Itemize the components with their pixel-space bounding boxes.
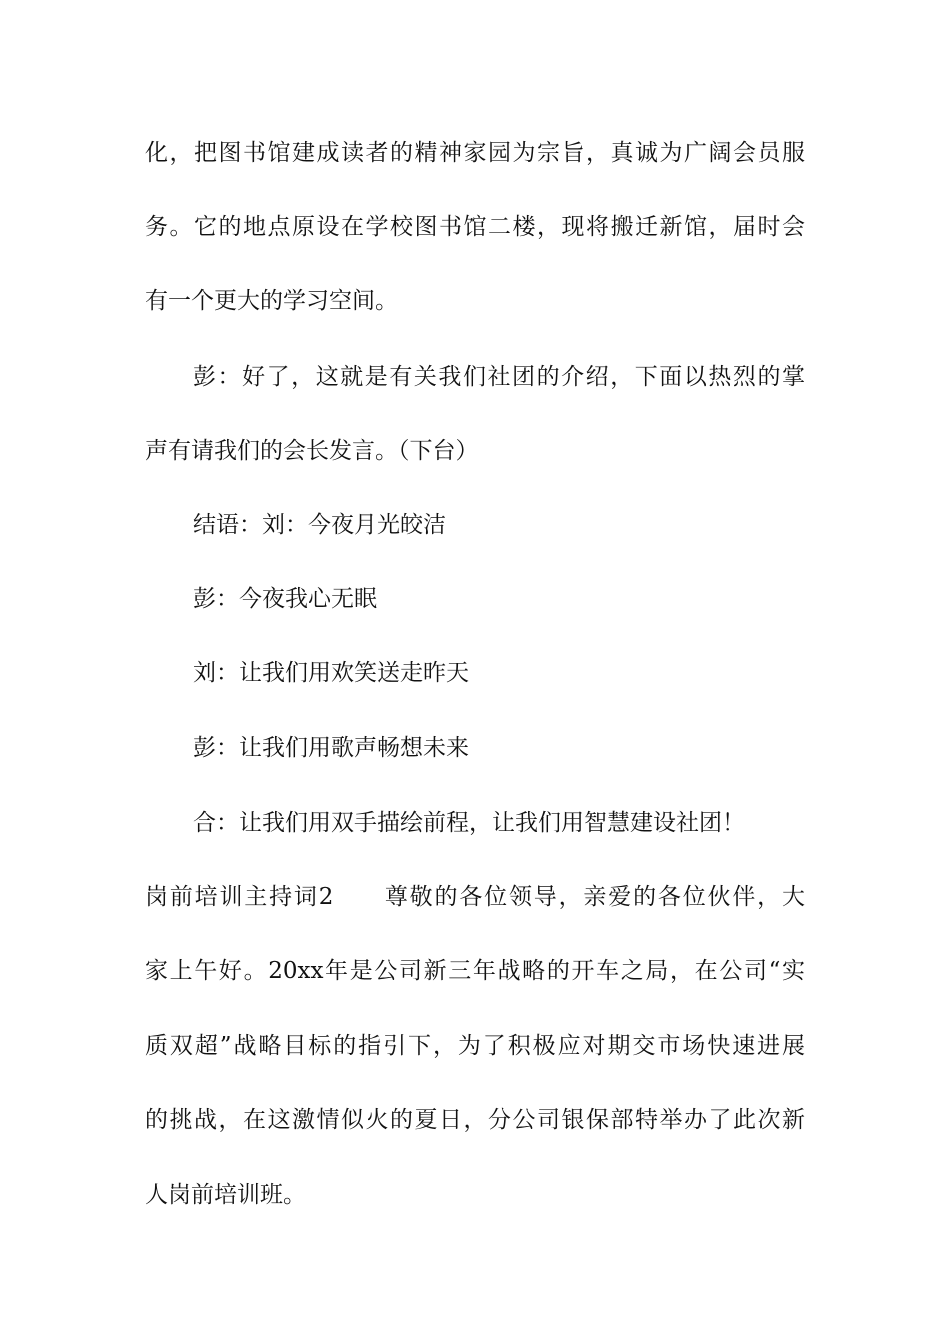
paragraph-line: 有一个更大的学习空间。 [145, 288, 398, 314]
paragraph-line: 刘：让我们用欢笑送走昨天 [193, 660, 469, 686]
paragraph-line: 彭：让我们用歌声畅想未来 [193, 735, 469, 761]
paragraph-line: 声有请我们的会长发言。（下台） [145, 438, 479, 464]
paragraph-line: 家上午好。20xx年是公司新三年战略的开车之局，在公司“实 [145, 958, 805, 984]
paragraph-line: 化，把图书馆建成读者的精神家园为宗旨，真诚为广阔会员服 [145, 140, 805, 166]
paragraph-line: 合：让我们用双手描绘前程，让我们用智慧建设社团！ [193, 810, 745, 836]
paragraph-line: 岗前培训主持词2 尊敬的各位领导，亲爱的各位伙伴，大 [145, 884, 805, 910]
paragraph-line: 人岗前培训班。 [145, 1182, 306, 1208]
paragraph-line: 质双超”战略目标的指引下，为了积极应对期交市场快速进展 [145, 1033, 805, 1059]
paragraph-line: 务。它的地点原设在学校图书馆二楼，现将搬迁新馆，届时会 [145, 214, 805, 240]
paragraph-line: 结语：刘：今夜月光皎洁 [193, 512, 446, 538]
paragraph-line: 彭：今夜我心无眠 [193, 586, 377, 612]
paragraph-line: 彭：好了，这就是有关我们社团的介绍，下面以热烈的掌 [193, 364, 805, 390]
paragraph-line: 的挑战，在这激情似火的夏日，分公司银保部特举办了此次新 [145, 1107, 805, 1133]
